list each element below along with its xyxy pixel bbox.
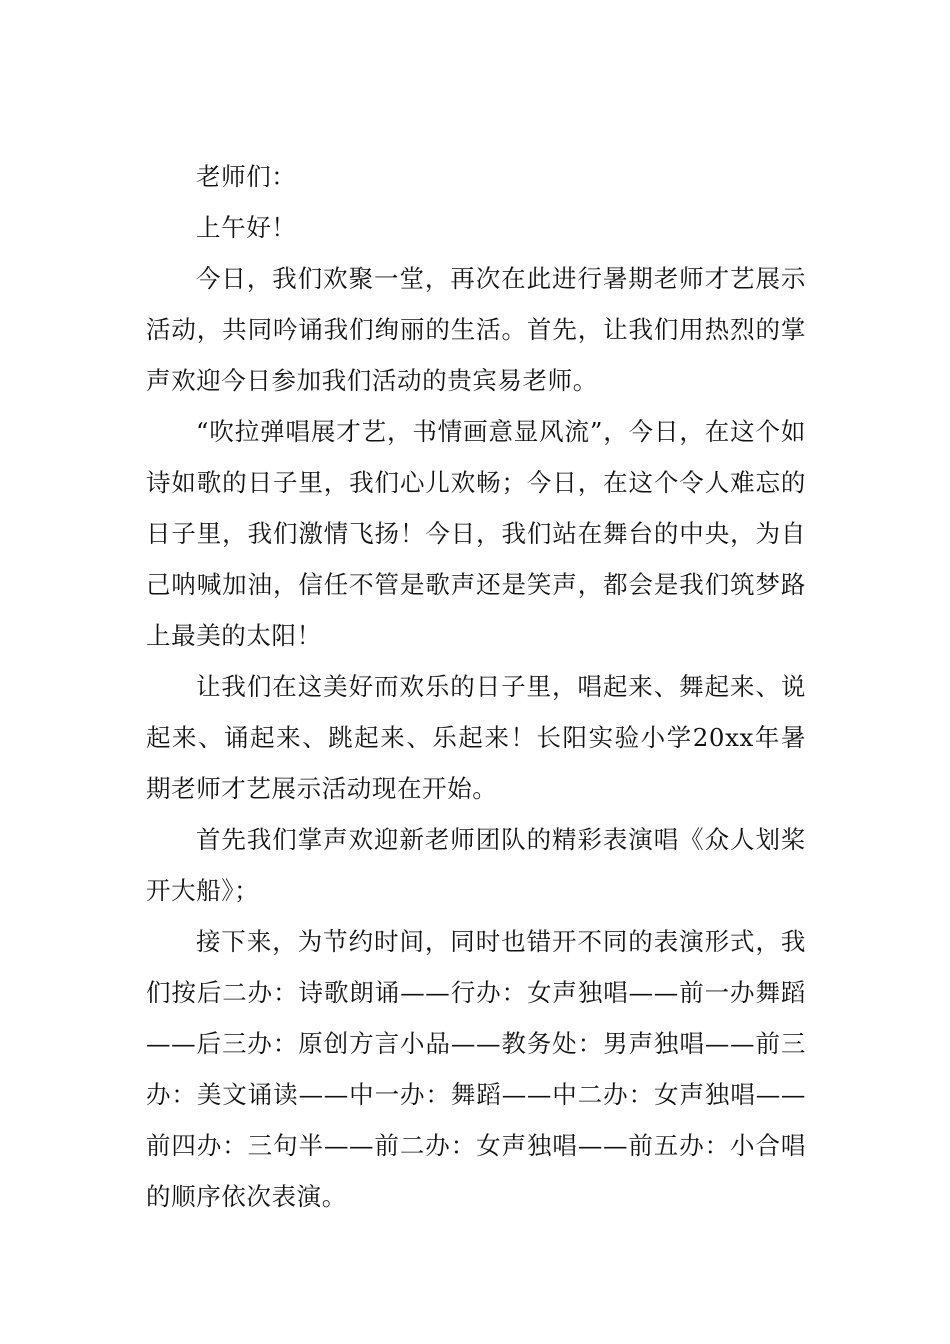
paragraph-program-order: 接下来，为节约时间，同时也错开不同的表演形式，我们按后二办：诗歌朗诵——行办：女声独唱——前一办舞蹈——后三办：原创方言小品——教务处：男声独唱——前三办：美文诵读——中一办：舞蹈——中二办：女声独唱——前四办：三句半——前二办：女声独唱——前五办：小合唱的顺序依次表演。 [146,927,806,1211]
greeting-salutation: 老师们： [196,162,297,191]
paragraph-opening: 今日，我们欢聚一堂，再次在此进行暑期老师才艺展示活动，共同吟诵我们绚丽的生活。首先，让我们用热烈的掌声欢迎今日参加我们活动的贵宾易老师。 [146,264,806,395]
paragraph-poem: “吹拉弹唱展才艺，书情画意显风流”，今日，在这个如诗如歌的日子里，我们心儿欢畅；今日，在这个令人难忘的日子里，我们激情飞扬！今日，我们站在舞台的中央，为自己呐喊加油，信任不管是歌声还是笑声，都会是我们筑梦路上最美的太阳！ [146,417,806,650]
paragraph-first-performance: 首先我们掌声欢迎新老师团队的精彩表演唱《众人划桨开大船》； [146,825,806,905]
greeting-morning: 上午好！ [196,213,297,242]
paragraph-announcement: 让我们在这美好而欢乐的日子里，唱起来、舞起来、说起来、诵起来、跳起来、乐起来！长阳实验小学20xx年暑期老师才艺展示活动现在开始。 [146,672,806,803]
document-body [146,151,806,1222]
